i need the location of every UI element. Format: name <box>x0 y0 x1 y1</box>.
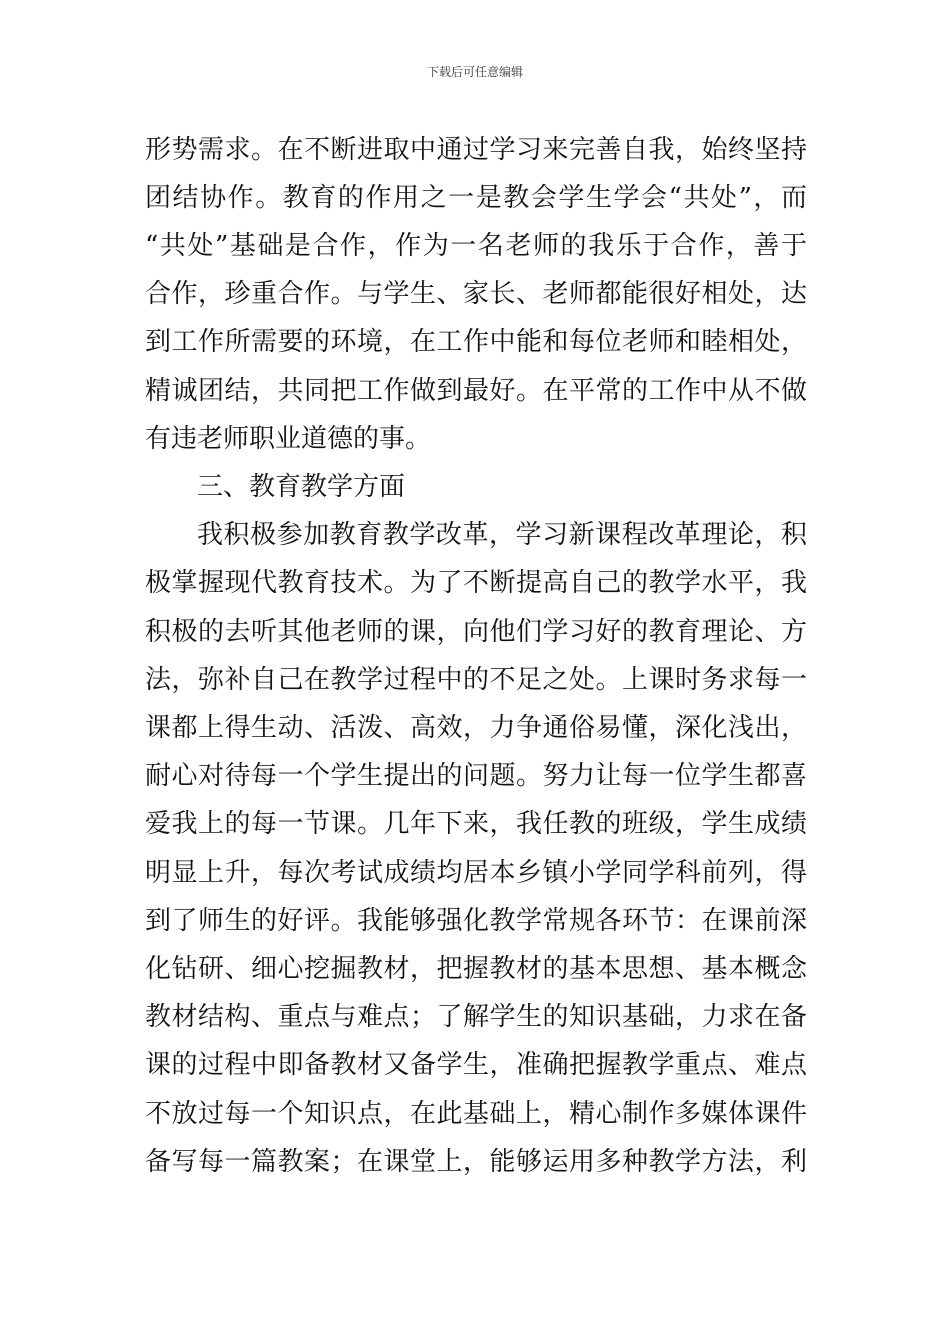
body-line: 教材结构、重点与难点；了解学生的知识基础，力求在备 <box>145 1002 807 1032</box>
body-line: 课都上得生动、活泼、高效，力争通俗易懂，深化浅出， <box>145 713 807 743</box>
body-line: 耐心对待每一个学生提出的问题。努力让每一位学生都喜 <box>145 761 807 791</box>
body-line: 形势需求。在不断进取中通过学习来完善自我，始终坚持 <box>145 135 807 165</box>
body-line: “共处”基础是合作，作为一名老师的我乐于合作，善于 <box>145 231 807 261</box>
body-line: 积极的去听其他老师的课，向他们学习好的教育理论、方 <box>145 617 807 647</box>
body-line: 明显上升，每次考试成绩均居本乡镇小学同学科前列，得 <box>145 858 807 888</box>
section-heading: 三、教育教学方面 <box>197 472 406 502</box>
body-line: 爱我上的每一节课。几年下来，我任教的班级，学生成绩 <box>145 809 807 839</box>
page-header: 下载后可任意编辑 <box>426 65 523 79</box>
body-line: 课的过程中即备教材又备学生，准确把握教学重点、难点 <box>145 1050 807 1080</box>
body-line: 备写每一篇教案；在课堂上，能够运用多种教学方法，利 <box>145 1147 807 1177</box>
body-line: 极掌握现代教育技术。为了不断提高自己的教学水平，我 <box>145 568 807 598</box>
paragraph-first-line: 我积极参加教育教学改革，学习新课程改革理论，积 <box>197 520 807 550</box>
body-line: 法，弥补自己在教学过程中的不足之处。上课时务求每一 <box>145 665 807 695</box>
body-line: 化钻研、细心挖掘教材，把握教材的基本思想、基本概念 <box>145 954 807 984</box>
body-line: 合作，珍重合作。与学生、家长、老师都能很好相处，达 <box>145 279 807 309</box>
body-line: 有违老师职业道德的事。 <box>145 424 432 454</box>
body-line: 不放过每一个知识点，在此基础上，精心制作多媒体课件 <box>145 1099 807 1129</box>
body-line: 精诚团结，共同把工作做到最好。在平常的工作中从不做 <box>145 376 807 406</box>
body-line: 到了师生的好评。我能够强化教学常规各环节：在课前深 <box>145 906 807 936</box>
body-line: 团结协作。教育的作用之一是教会学生学会“共处”，而 <box>145 183 807 213</box>
body-line: 到工作所需要的环境，在工作中能和每位老师和睦相处， <box>145 327 807 357</box>
